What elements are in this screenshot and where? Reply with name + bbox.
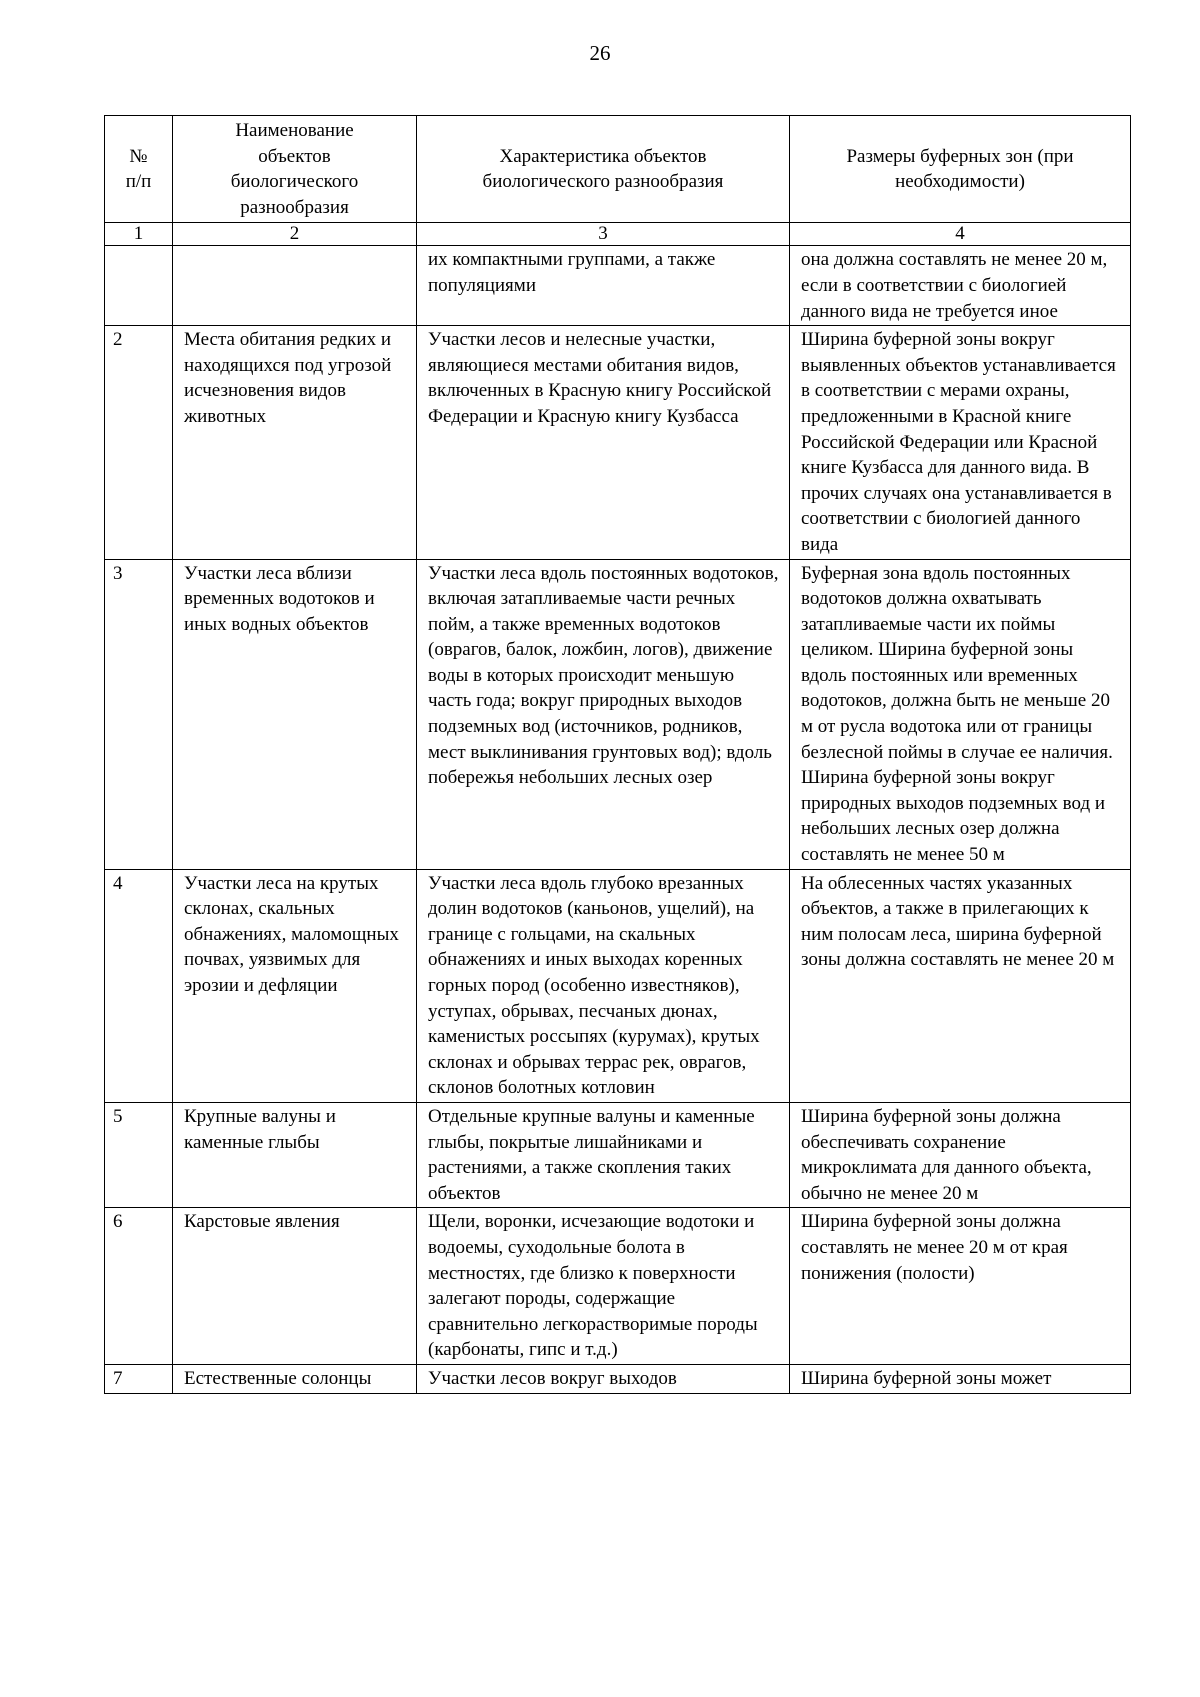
header-characteristic: Характеристика объектов биологического разнообразия <box>417 116 790 223</box>
object-characteristic: Отдельные крупные валуны и каменные глыбы, покрытые лишайниками и растениями, а также скопления таких объектов <box>417 1102 790 1207</box>
row-number: 2 <box>105 326 173 559</box>
row-number <box>105 246 173 326</box>
table-row <box>105 869 1131 1102</box>
object-characteristic: Участки лесов и нелесные участки, являющиеся местами обитания видов, включенных в Красную книгу Российской Федерации и Красную книгу Кузбасса <box>417 326 790 559</box>
row-number: 4 <box>105 869 173 1102</box>
column-number: 2 <box>173 223 417 246</box>
header-number: № п/п <box>105 116 173 223</box>
header-object-name: Наименование объектов биологического разнообразия <box>173 116 417 223</box>
object-name: Крупные валуны и каменные глыбы <box>173 1102 417 1207</box>
object-name: Участки леса на крутых склонах, скальных обнажениях, маломощных почвах, уязвимых для эрозии и дефляции <box>173 869 417 1102</box>
header-buffer-size: Размеры буферных зон (при необходимости) <box>790 116 1131 223</box>
column-number: 4 <box>790 223 1131 246</box>
buffer-zone-size: Ширина буферной зоны должна составлять не менее 20 м от края понижения (полости) <box>790 1208 1131 1365</box>
object-name: Естественные солонцы <box>173 1364 417 1393</box>
object-name <box>173 246 417 326</box>
buffer-zone-size: На облесенных частях указанных объектов, а также в прилегающих к ним полосам леса, ширина буферной зоны должна составлять не менее 20 м <box>790 869 1131 1102</box>
header-row <box>105 116 1131 223</box>
buffer-zone-size: Ширина буферной зоны может <box>790 1364 1131 1393</box>
table-row <box>105 1208 1131 1365</box>
column-number-row <box>105 223 1131 246</box>
buffer-zone-size: Буферная зона вдоль постоянных водотоков должна охватывать затапливаемые части их поймы целиком. Ширина буферной зоны вдоль постоянных или временных водотоков, должна быть не меньше 20 м от русла водотока или от границы безлесной поймы в случае ее наличия. Ширина буферной зоны вокруг природных выходов подземных вод и небольших лесных озер должна составлять не менее 50 м <box>790 559 1131 869</box>
object-characteristic: Участки леса вдоль постоянных водотоков, включая затапливаемые части речных пойм, а также временных водотоков (оврагов, балок, ложбин, логов), движение воды в которых происходит меньшую часть года; вокруг природных выходов подземных вод (источников, родников, мест выклинивания грунтовых вод); вдоль побережья небольших лесных озер <box>417 559 790 869</box>
row-number: 7 <box>105 1364 173 1393</box>
row-number: 5 <box>105 1102 173 1207</box>
column-number: 1 <box>105 223 173 246</box>
table-row <box>105 1102 1131 1207</box>
column-number: 3 <box>417 223 790 246</box>
object-characteristic: Участки леса вдоль глубоко врезанных долин водотоков (каньонов, ущелий), на границе с гольцами, на скальных обнажениях и иных выходах коренных горных пород (особенно известняков), уступах, обрывах, песчаных дюнах, каменистых россыпях (курумах), крутых склонах и обрывах террас рек, оврагов, склонов болотных котловин <box>417 869 790 1102</box>
biodiversity-table <box>104 115 1131 1394</box>
buffer-zone-size: Ширина буферной зоны вокруг выявленных объектов устанавливается в соответствии с мерами охраны, предложенными в Красной книге Российской Федерации или Красной книге Кузбасса для данного вида. В прочих случаях она устанавливается в соответствии с биологией данного вида <box>790 326 1131 559</box>
object-characteristic: их компактными группами, а также популяциями <box>417 246 790 326</box>
object-characteristic: Участки лесов вокруг выходов <box>417 1364 790 1393</box>
object-name: Участки леса вблизи временных водотоков и иных водных объектов <box>173 559 417 869</box>
object-name: Места обитания редких и находящихся под угрозой исчезновения видов животных <box>173 326 417 559</box>
page-number: 26 <box>589 41 611 65</box>
table-row <box>105 246 1131 326</box>
table-row <box>105 1364 1131 1393</box>
row-number: 3 <box>105 559 173 869</box>
object-characteristic: Щели, воронки, исчезающие водотоки и водоемы, суходольные болота в местностях, где близко к поверхности залегают породы, содержащие сравнительно легкорастворимые породы (карбонаты, гипс и т.д.) <box>417 1208 790 1365</box>
table-row <box>105 559 1131 869</box>
buffer-zone-size: Ширина буферной зоны должна обеспечивать сохранение микроклимата для данного объекта, обычно не менее 20 м <box>790 1102 1131 1207</box>
object-name: Карстовые явления <box>173 1208 417 1365</box>
buffer-zone-size: она должна составлять не менее 20 м, если в соответствии с биологией данного вида не требуется иное <box>790 246 1131 326</box>
row-number: 6 <box>105 1208 173 1365</box>
table-row <box>105 326 1131 559</box>
